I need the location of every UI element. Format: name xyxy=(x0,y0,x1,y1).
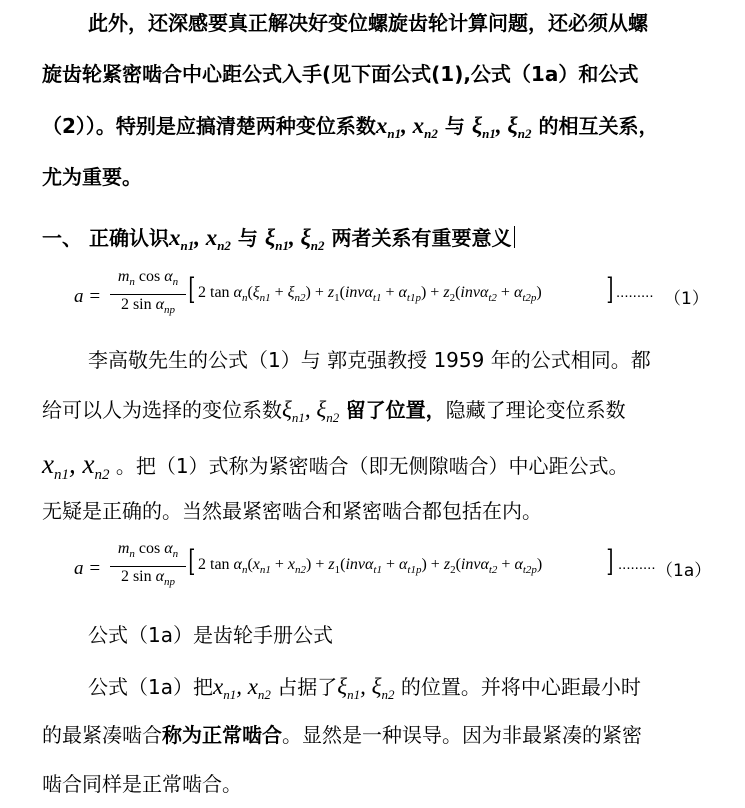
para3-line3: 的最紧凑啮合称为正常啮合。显然是一种误导。因为非最紧凑的紧密 xyxy=(42,723,642,747)
xi-variables: $\xi_{n1}$, $\xi_{n2}$ xyxy=(264,225,325,253)
text-cursor xyxy=(514,226,515,248)
xn-variables: $x_{n1}$, $x_{n2}$ xyxy=(212,674,271,702)
para3-line1: 公式（1a）是齿轮手册公式 xyxy=(88,623,333,647)
para1-line3: （2））。特别是应搞清楚两种变位系数$x_{n1}$, $x_{n2}$ 与 $\xi_{n1}$, $\xi_{n2}$ 的相互关系， xyxy=(42,113,659,141)
para3-line4: 啮合同样是正常啮合。 xyxy=(42,772,242,796)
formula-1a-body: 2 $\tan \alpha_n(x_{n1} + x_{n2}) + z_1(inv\alpha_{t1} + \alpha_{t1p}) + z_2(inv\alpha_{t2} + \alpha_{t2p})$ xyxy=(198,556,543,576)
para1-line2: 旋齿轮紧密啮合中心距公式入手(见下面公式(1),公式（1a）和公式 xyxy=(42,62,639,86)
xn-variables: $x_{n1}$, $x_{n2}$ xyxy=(375,113,438,141)
para2-line2: 给可以人为选择的变位系数$\xi_{n1}$, $\xi_{n2}$ 留了位置，隐藏了理论变位系数 xyxy=(42,397,626,425)
xi-variables: $\xi_{n1}$, $\xi_{n2}$ xyxy=(471,113,532,141)
xi-variables: $\xi_{n1}$, $\xi_{n2}$ xyxy=(282,397,340,425)
section-heading: 一、 正确认识$x_{n1}$, $x_{n2}$ 与 $\xi_{n1}$, $\xi_{n2}$ 两者关系有重要意义 xyxy=(42,223,515,261)
para1-line1: 此外，还深感要真正解决好变位螺旋齿轮计算问题，还必须从螺 xyxy=(88,11,648,35)
para1-line4: 尤为重要。 xyxy=(42,165,142,189)
formula-1-body: 2 $\tan \alpha_n(\xi_{n1} + \xi_{n2}) + z_1(inv\alpha_{t1} + \alpha_{t1p}) + z_2(inv\alpha_{t2} + \alpha_{t2p})$ xyxy=(198,284,542,304)
para2-line1: 李高敬先生的公式（1）与 郭克强教授 1959 年的公式相同。都 xyxy=(88,348,651,372)
xn-variables: $x_{n1}$, $x_{n2}$ xyxy=(168,225,231,253)
para2-line4: 无疑是正确的。当然最紧密啮合和紧密啮合都包括在内。 xyxy=(42,499,542,523)
xn-variables: $x_{n1}$, $x_{n2}$ xyxy=(42,449,110,483)
xi-variables: $\xi_{n1}$, $\xi_{n2}$ xyxy=(337,674,395,702)
para2-line3: $x_{n1}$, $x_{n2}$ 。把（1）式称为紧密啮合（即无侧隙啮合）中心距公式。 xyxy=(42,449,629,483)
para3-line2: 公式（1a）把$x_{n1}$, $x_{n2}$ 占据了$\xi_{n1}$, $\xi_{n2}$ 的位置。并将中心距最小时 xyxy=(88,674,641,702)
